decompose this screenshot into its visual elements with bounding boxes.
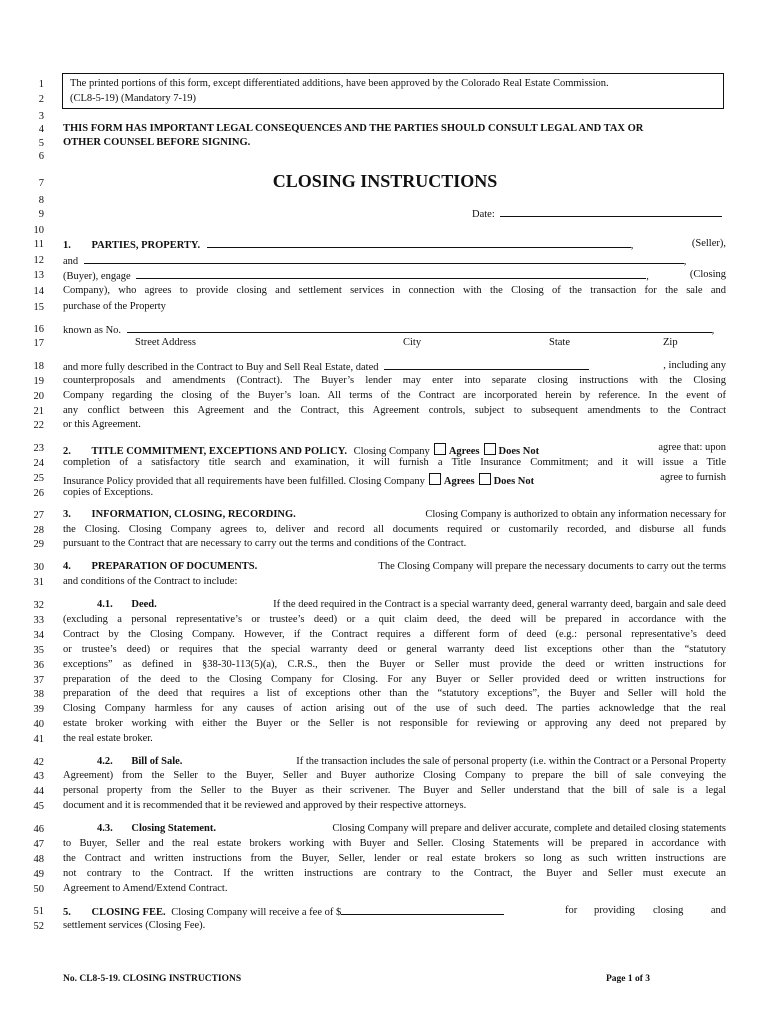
s41-line38: preparation of the deed that requires a list of exceptions other than the “statutory exceptions”, the Buyer and Seller will hold the (63, 688, 726, 699)
contract-date-field[interactable] (384, 361, 589, 370)
s41-line35: or trustee’s deed) or requires that the special warranty deed or general warranty deed list exceptions other than the “statutory (63, 644, 726, 655)
s41-line39: Closing Company harmless for any causes of action arising out of the use of such deed. The parties acknowledge that the real (63, 703, 726, 714)
line-number: 37 (33, 675, 44, 686)
footer-page-number: Page 1 of 3 (606, 974, 651, 984)
s42-number: 4.2. (97, 756, 113, 767)
buyer-label: (Buyer), engage (63, 271, 131, 282)
line-number: 9 (38, 209, 44, 220)
buyer-comma: , (683, 256, 687, 267)
s43-number: 4.3. (97, 823, 113, 834)
s41-line34: Contract by the Closing Company. However, if the Contract requires a different form of deed (e.g.: personal representative’s deed (63, 629, 726, 640)
s1-line20: Company regarding the closing of the Buyer’s loan. All terms of the Contract are incorporated herein by reference. In the event of (63, 390, 726, 401)
line-number: 29 (33, 539, 44, 550)
line-number: 22 (33, 420, 44, 431)
zip-caption: Zip (663, 337, 678, 348)
s1-heading: PARTIES, PROPERTY. (91, 240, 201, 251)
line-number: 28 (33, 525, 44, 536)
s42-line42 (97, 757, 726, 768)
s5-line52: settlement services (Closing Fee). (63, 920, 206, 931)
s4-line30 (63, 562, 726, 573)
s3-number: 3. (63, 509, 71, 520)
s3-line27 (63, 510, 726, 521)
date-field[interactable] (500, 208, 722, 217)
does-not-label: Does Not (498, 446, 540, 457)
line-number: 42 (33, 757, 44, 768)
line-number: 14 (33, 286, 44, 297)
s42-heading: Bill of Sale. (131, 756, 183, 767)
s5-heading: CLOSING FEE. (91, 907, 166, 918)
s4-line30-text: The Closing Company will prepare the necessary documents to carry out the terms (378, 561, 726, 572)
line-number: 33 (33, 615, 44, 626)
s41-number: 4.1. (97, 599, 113, 610)
closing-comma: , (646, 271, 649, 282)
line-number: 39 (33, 704, 44, 715)
s41-line41: the real estate broker. (63, 733, 153, 744)
line-number: 25 (33, 473, 44, 484)
state-caption: State (549, 337, 570, 348)
s43-line47: to Buyer, Seller and the real estate brokers working with Buyer and Seller. Closing Statements will be prepared in accordance with (63, 838, 726, 849)
s1-line18 (63, 361, 726, 374)
title-commitment-does-not-checkbox[interactable] (484, 443, 496, 455)
line-number: 7 (38, 178, 44, 189)
s1-line22: or this Agreement. (63, 419, 141, 430)
date-row (472, 208, 722, 221)
line-number: 47 (33, 839, 44, 850)
line-number: 15 (33, 302, 44, 313)
s41-line37: preparation of the deed to the Closing Company for Closing. For any Buyer or Seller provided deed or written instructions for (63, 674, 726, 685)
street-address-caption: Street Address (135, 337, 196, 348)
seller-label: (Seller), (691, 238, 726, 249)
line-number: 46 (33, 824, 44, 835)
title-commitment-agrees-checkbox[interactable] (434, 443, 446, 455)
s5-number: 5. (63, 907, 71, 918)
line-number: 31 (33, 577, 44, 588)
s42-line45: document and it is recommended that it be reviewed and approved by their respective attorneys. (63, 800, 467, 811)
line-number: 41 (33, 734, 44, 745)
document-title: CLOSING INSTRUCTIONS (272, 171, 498, 191)
line-number: 8 (38, 195, 44, 206)
s43-line48: the Contract and written instructions from the Buyer, Seller, lender or real estate brokers so long as such written instructions are (63, 853, 726, 864)
s1-line14: Company), who agrees to provide closing and settlement services in connection with the Closing of the transaction for the sale and (63, 285, 726, 296)
s2-line23-tail: agree that: upon (658, 442, 726, 453)
s1-line15: purchase of the Property (63, 301, 166, 312)
line-number: 48 (33, 854, 44, 865)
s5-closing: closing (653, 905, 684, 916)
line-number: 23 (33, 443, 44, 454)
line-number: 1 (38, 79, 44, 90)
line-number: 34 (33, 630, 44, 641)
s5-line51 (63, 906, 726, 919)
s43-line50: Agreement to Amend/Extend Contract. (63, 883, 228, 894)
s4-heading: PREPARATION OF DOCUMENTS. (91, 561, 258, 572)
line-number: 11 (33, 239, 44, 250)
line-number: 19 (33, 376, 44, 387)
s41-heading: Deed. (131, 599, 157, 610)
s2-closing-company: Closing Company (353, 446, 430, 457)
s2-line23 (63, 443, 726, 458)
closing-fee-field[interactable] (341, 906, 504, 915)
s1-line16 (63, 324, 726, 337)
line-number: 5 (38, 138, 44, 149)
line-number: 27 (33, 510, 44, 521)
s2-number: 2. (63, 446, 71, 457)
exceptions-does-not-checkbox[interactable] (479, 473, 491, 485)
s2-line25-tail: agree to furnish (660, 472, 726, 483)
line-number: 49 (33, 869, 44, 880)
s1-line11 (63, 239, 726, 252)
s2-line24: completion of a satisfactory title search and examination, it will furnish a Title Insurance Commitment; and it will issue a Title (63, 457, 726, 468)
approval-notice-line1: The printed portions of this form, except differentiated additions, have been approved by the Colorado Real Estate Commission. (70, 78, 609, 89)
s41-line36: exceptions” as defined in §38-30-113(5)(a), C.R.S., then the Buyer or Seller must provide the deed or written instructions for (63, 659, 726, 670)
line-number: 21 (33, 406, 44, 417)
line-number: 32 (33, 600, 44, 611)
line-number: 38 (33, 689, 44, 700)
line-number: 18 (33, 361, 44, 372)
line-number: 26 (33, 488, 44, 499)
s1-line12 (63, 255, 726, 268)
s43-line46 (97, 824, 726, 835)
line-number: 3 (38, 111, 44, 122)
s41-line33: (excluding a personal representative’s or trustee’s deed) or a quit claim deed, the deed will be prepared in accordance with the (63, 614, 726, 625)
line-number: 20 (33, 391, 44, 402)
s41-line40: estate broker working with either the Buyer or the Seller is not responsible for reviewing or approving any deed not prepared by (63, 718, 726, 729)
s3-line28: the Closing. Closing Company agrees to, deliver and record all documents required or customarily recorded, and disburse all funds (63, 524, 726, 535)
line-number: 2 (38, 94, 44, 105)
s2-line25 (63, 473, 726, 488)
s42-line43: Agreement) from the Seller to the Buyer, Seller and Buyer authorize Closing Company to prepare the bill of sale conveying the (63, 770, 726, 781)
date-label: Date: (472, 209, 495, 220)
s5-providing: providing (594, 905, 635, 916)
does-not-label-2: Does Not (493, 476, 535, 487)
closing-fee-label: Closing Company will receive a fee of $ (171, 907, 342, 918)
s42-line42-text: If the transaction includes the sale of personal property (i.e. within the Contract or a Personal Property (296, 756, 726, 767)
s43-heading: Closing Statement. (131, 823, 216, 834)
buyer-field[interactable] (84, 255, 684, 264)
contract-dated-label: and more fully described in the Contract to Buy and Sell Real Estate, dated (63, 362, 379, 373)
s1-number: 1. (63, 240, 71, 251)
approval-notice-line2: (CL8-5-19) (Mandatory 7-19) (70, 93, 196, 104)
seller-field[interactable] (207, 239, 631, 248)
line-number: 35 (33, 645, 44, 656)
s4-number: 4. (63, 561, 71, 572)
s1-line19: counterproposals and amendments (Contract). The Buyer’s lender may enter into separate closing instructions with the Closing (63, 375, 726, 386)
s5-and: and (710, 905, 726, 916)
city-caption: City (403, 337, 422, 348)
s4-line31: and conditions of the Contract to include: (63, 576, 238, 587)
line-number: 51 (33, 906, 44, 917)
seller-comma: , (630, 240, 634, 251)
agrees-label: Agrees (448, 446, 480, 457)
line-number: 40 (33, 719, 44, 730)
s2-line26: copies of Exceptions. (63, 487, 154, 498)
line-number: 45 (33, 801, 44, 812)
s41-line32 (97, 600, 726, 611)
line-number: 44 (33, 786, 44, 797)
s2-line25-text: Insurance Policy provided that all requirements have been fulfilled. Closing Company (63, 476, 425, 487)
line-number: 6 (38, 151, 44, 162)
s5-for: for (565, 905, 578, 916)
s42-line44: personal property from the Seller to the Buyer as their scrivener. The Buyer and Seller understand that the bill of sale is a legal (63, 785, 726, 796)
line-number: 16 (33, 324, 44, 335)
line-number: 10 (33, 225, 44, 236)
closing-label: (Closing (689, 269, 726, 280)
line-number: 24 (33, 458, 44, 469)
s43-line49: not contrary to the Contract. If the written instructions are contrary to the Contract, the Buyer and Seller must execute an (63, 868, 726, 879)
warning-line1: THIS FORM HAS IMPORTANT LEGAL CONSEQUENCES AND THE PARTIES SHOULD CONSULT LEGAL AND TAX OR (63, 123, 644, 134)
including-any-text: , including any (663, 360, 726, 371)
line-number: 50 (33, 884, 44, 895)
line-number: 4 (38, 124, 44, 135)
s3-line29: pursuant to the Contract that are necessary to carry out the terms and conditions of the Contract. (63, 538, 467, 549)
line-number: 36 (33, 660, 44, 671)
line-number: 17 (33, 338, 44, 349)
and-label: and (63, 256, 79, 267)
line-number: 12 (33, 255, 44, 266)
exceptions-agrees-checkbox[interactable] (429, 473, 441, 485)
known-as-label: known as No. (63, 325, 122, 336)
footer-form-id: No. CL8-5-19. CLOSING INSTRUCTIONS (63, 974, 242, 984)
line-number: 43 (33, 771, 44, 782)
address-comma: , (711, 325, 715, 336)
s2-heading: TITLE COMMITMENT, EXCEPTIONS AND POLICY. (91, 446, 348, 457)
agrees-label-2: Agrees (443, 476, 475, 487)
s3-line27-text: Closing Company is authorized to obtain any information necessary for (425, 509, 726, 520)
line-number: 52 (33, 921, 44, 932)
line-number: 30 (33, 562, 44, 573)
closing-company-field[interactable] (136, 270, 646, 279)
warning-line2: OTHER COUNSEL BEFORE SIGNING. (63, 137, 251, 148)
property-address-field[interactable] (127, 324, 712, 333)
s1-line13 (63, 270, 726, 283)
s1-line21: any conflict between this Agreement and the Contract, this Agreement controls, subject to subsequent amendments to the Contract (63, 405, 726, 416)
s43-line46-text: Closing Company will prepare and deliver accurate, complete and detailed closing statements (332, 823, 726, 834)
s3-heading: INFORMATION, CLOSING, RECORDING. (91, 509, 296, 520)
line-number: 13 (33, 270, 44, 281)
s41-line32-text: If the deed required in the Contract is a special warranty deed, general warranty deed, bargain and sale deed (273, 599, 726, 610)
